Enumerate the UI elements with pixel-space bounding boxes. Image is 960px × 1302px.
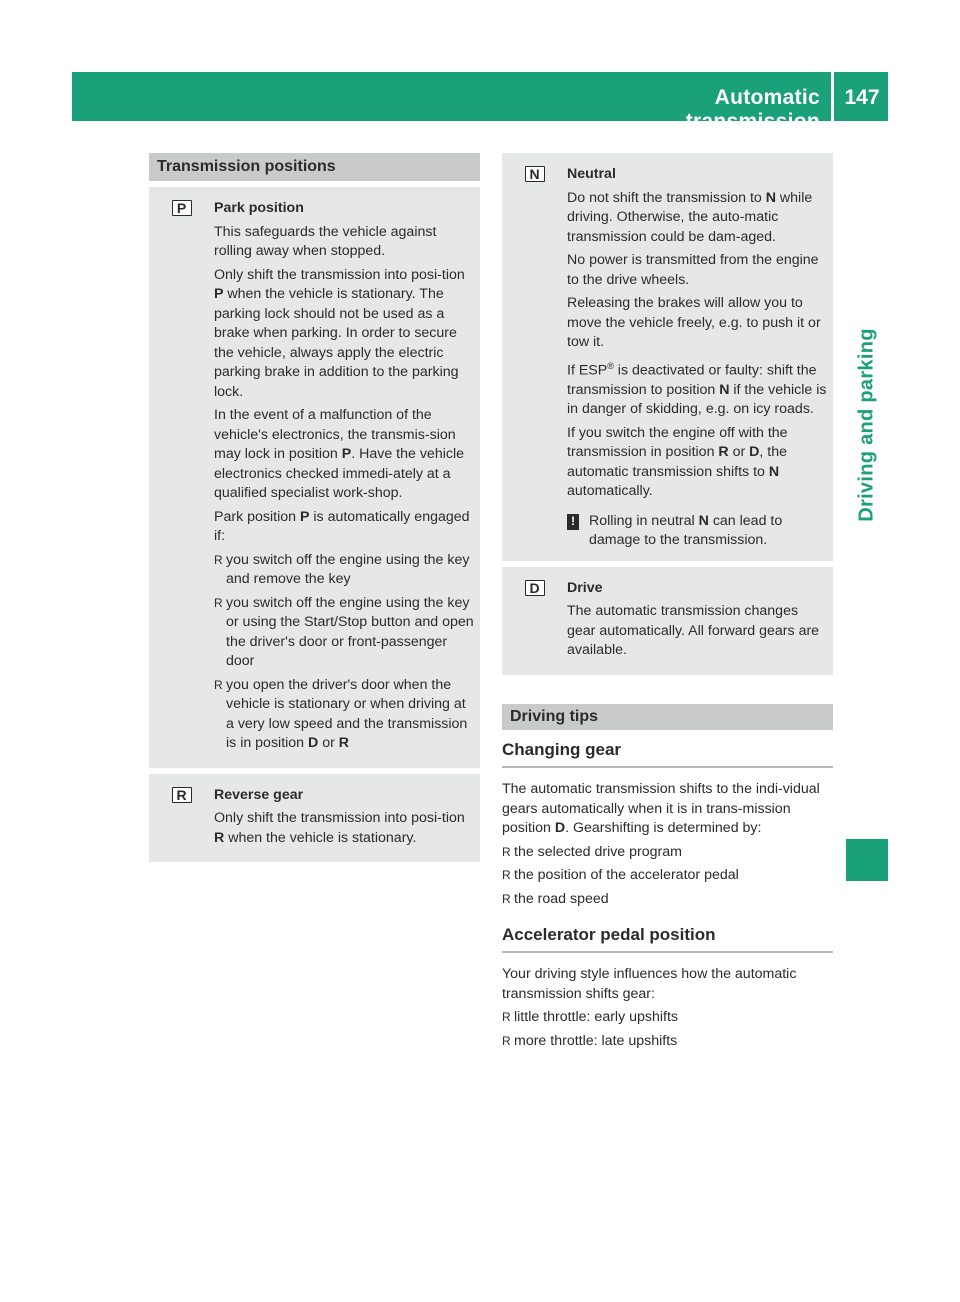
bullet-icon: R [502, 868, 511, 882]
bullet-icon: R [214, 595, 223, 610]
driving-tips-section [502, 704, 833, 1051]
list-item: R the selected drive program [502, 843, 833, 863]
drive-para-1: The automatic transmission changes gear automatically. All forward gears are available. [567, 603, 820, 659]
neutral-para-3: Releasing the brakes will allow you to move the vehicle freely, e.g. to push it or tow it. [567, 295, 821, 350]
neutral-para-1: Do not shift the transmission to N while driving. Otherwise, the auto-matic transmission could be dam-aged. [567, 189, 813, 245]
list-item: R you switch off the engine using the key or using the Start/Stop button and open the driver's door or front-passenger door [214, 594, 474, 672]
accelerator-heading: Accelerator pedal position [502, 925, 833, 953]
drive-symbol-icon: D [525, 580, 545, 596]
list-item: R the road speed [502, 890, 833, 910]
neutral-para-4: If ESP® is deactivated or faulty: shift the transmission to position N if the vehicle is in danger of skidding, e.g. on icy roads. [567, 360, 827, 418]
bullet-icon: R [502, 1033, 511, 1048]
warning-note [567, 512, 827, 551]
warning-text: Rolling in neutral N can lead to damage to the transmission. [589, 512, 783, 549]
list-item: R little throttle: early upshifts [502, 1008, 833, 1028]
reverse-symbol-icon: R [172, 787, 192, 803]
row-reverse [149, 774, 480, 863]
changing-gear-heading: Changing gear [502, 740, 833, 768]
page-number: 147 [844, 86, 880, 109]
changing-gear-text: The automatic transmission shifts to the indi-vidual gears automatically when it is in trans-mission position D. Gearshifting is determined by: [502, 781, 820, 836]
warning-icon: ! [567, 514, 579, 530]
side-tab-marker [846, 839, 888, 881]
accelerator-text: Your driving style influences how the automatic transmission shifts gear: [502, 966, 797, 1002]
bullet-icon: R [502, 844, 511, 859]
reverse-title: Reverse gear [214, 786, 304, 803]
park-title: Park position [214, 200, 304, 216]
section-title: Automatic transmission [685, 86, 820, 133]
park-para-1: This safeguards the vehicle against rolling away when stopped. [214, 223, 437, 259]
bullet-icon: R [502, 891, 511, 906]
section-heading: Driving tips [502, 704, 833, 730]
neutral-para-5: If you switch the engine off with the transmission in position R or D, the automatic transmission shifts to N automatically. [567, 424, 788, 500]
table-heading: Transmission positions [149, 153, 480, 181]
transmission-positions-table [149, 153, 480, 868]
park-symbol-icon: P [172, 200, 192, 216]
side-tab-label: Driving and parking [855, 328, 878, 522]
row-drive [502, 567, 833, 675]
park-para-4: Park position P is automatically engaged if: [214, 508, 470, 544]
neutral-para-2: No power is transmitted from the engine to the drive wheels. [567, 252, 819, 288]
neutral-symbol-icon: N [525, 166, 545, 182]
reverse-para-1: Only shift the transmission into posi-tion R when the vehicle is stationary. [214, 810, 465, 846]
row-park [149, 187, 480, 768]
side-tab [846, 300, 888, 550]
list-item: R you switch off the engine using the key and remove the key [214, 551, 474, 590]
list-item: R more throttle: late upshifts [502, 1032, 833, 1052]
row-neutral [502, 153, 833, 561]
park-para-2: Only shift the transmission into posi-tion P when the vehicle is stationary. The parking lock should not be used as a brake when parking. In order to secure the vehicle, always apply the electric parking brake in addition to the parking lock. [214, 266, 465, 400]
header-separator [831, 72, 834, 121]
list-item: R the position of the accelerator pedal [502, 866, 833, 886]
list-item: R you open the driver's door when the vehicle is stationary or when driving at a very low speed and the transmission is in position D or R [214, 676, 474, 754]
transmission-positions-table-continued [502, 153, 833, 681]
bullet-icon: R [214, 552, 223, 567]
park-para-3: In the event of a malfunction of the vehicle's electronics, the transmis-sion may lock in position P. Have the vehicle electronics checked immedi-ately at a qualified specialist work-shop. [214, 407, 464, 501]
bullet-icon: R [214, 677, 223, 692]
neutral-title: Neutral [567, 166, 616, 182]
bullet-icon: R [502, 1010, 511, 1024]
drive-title: Drive [567, 579, 603, 596]
